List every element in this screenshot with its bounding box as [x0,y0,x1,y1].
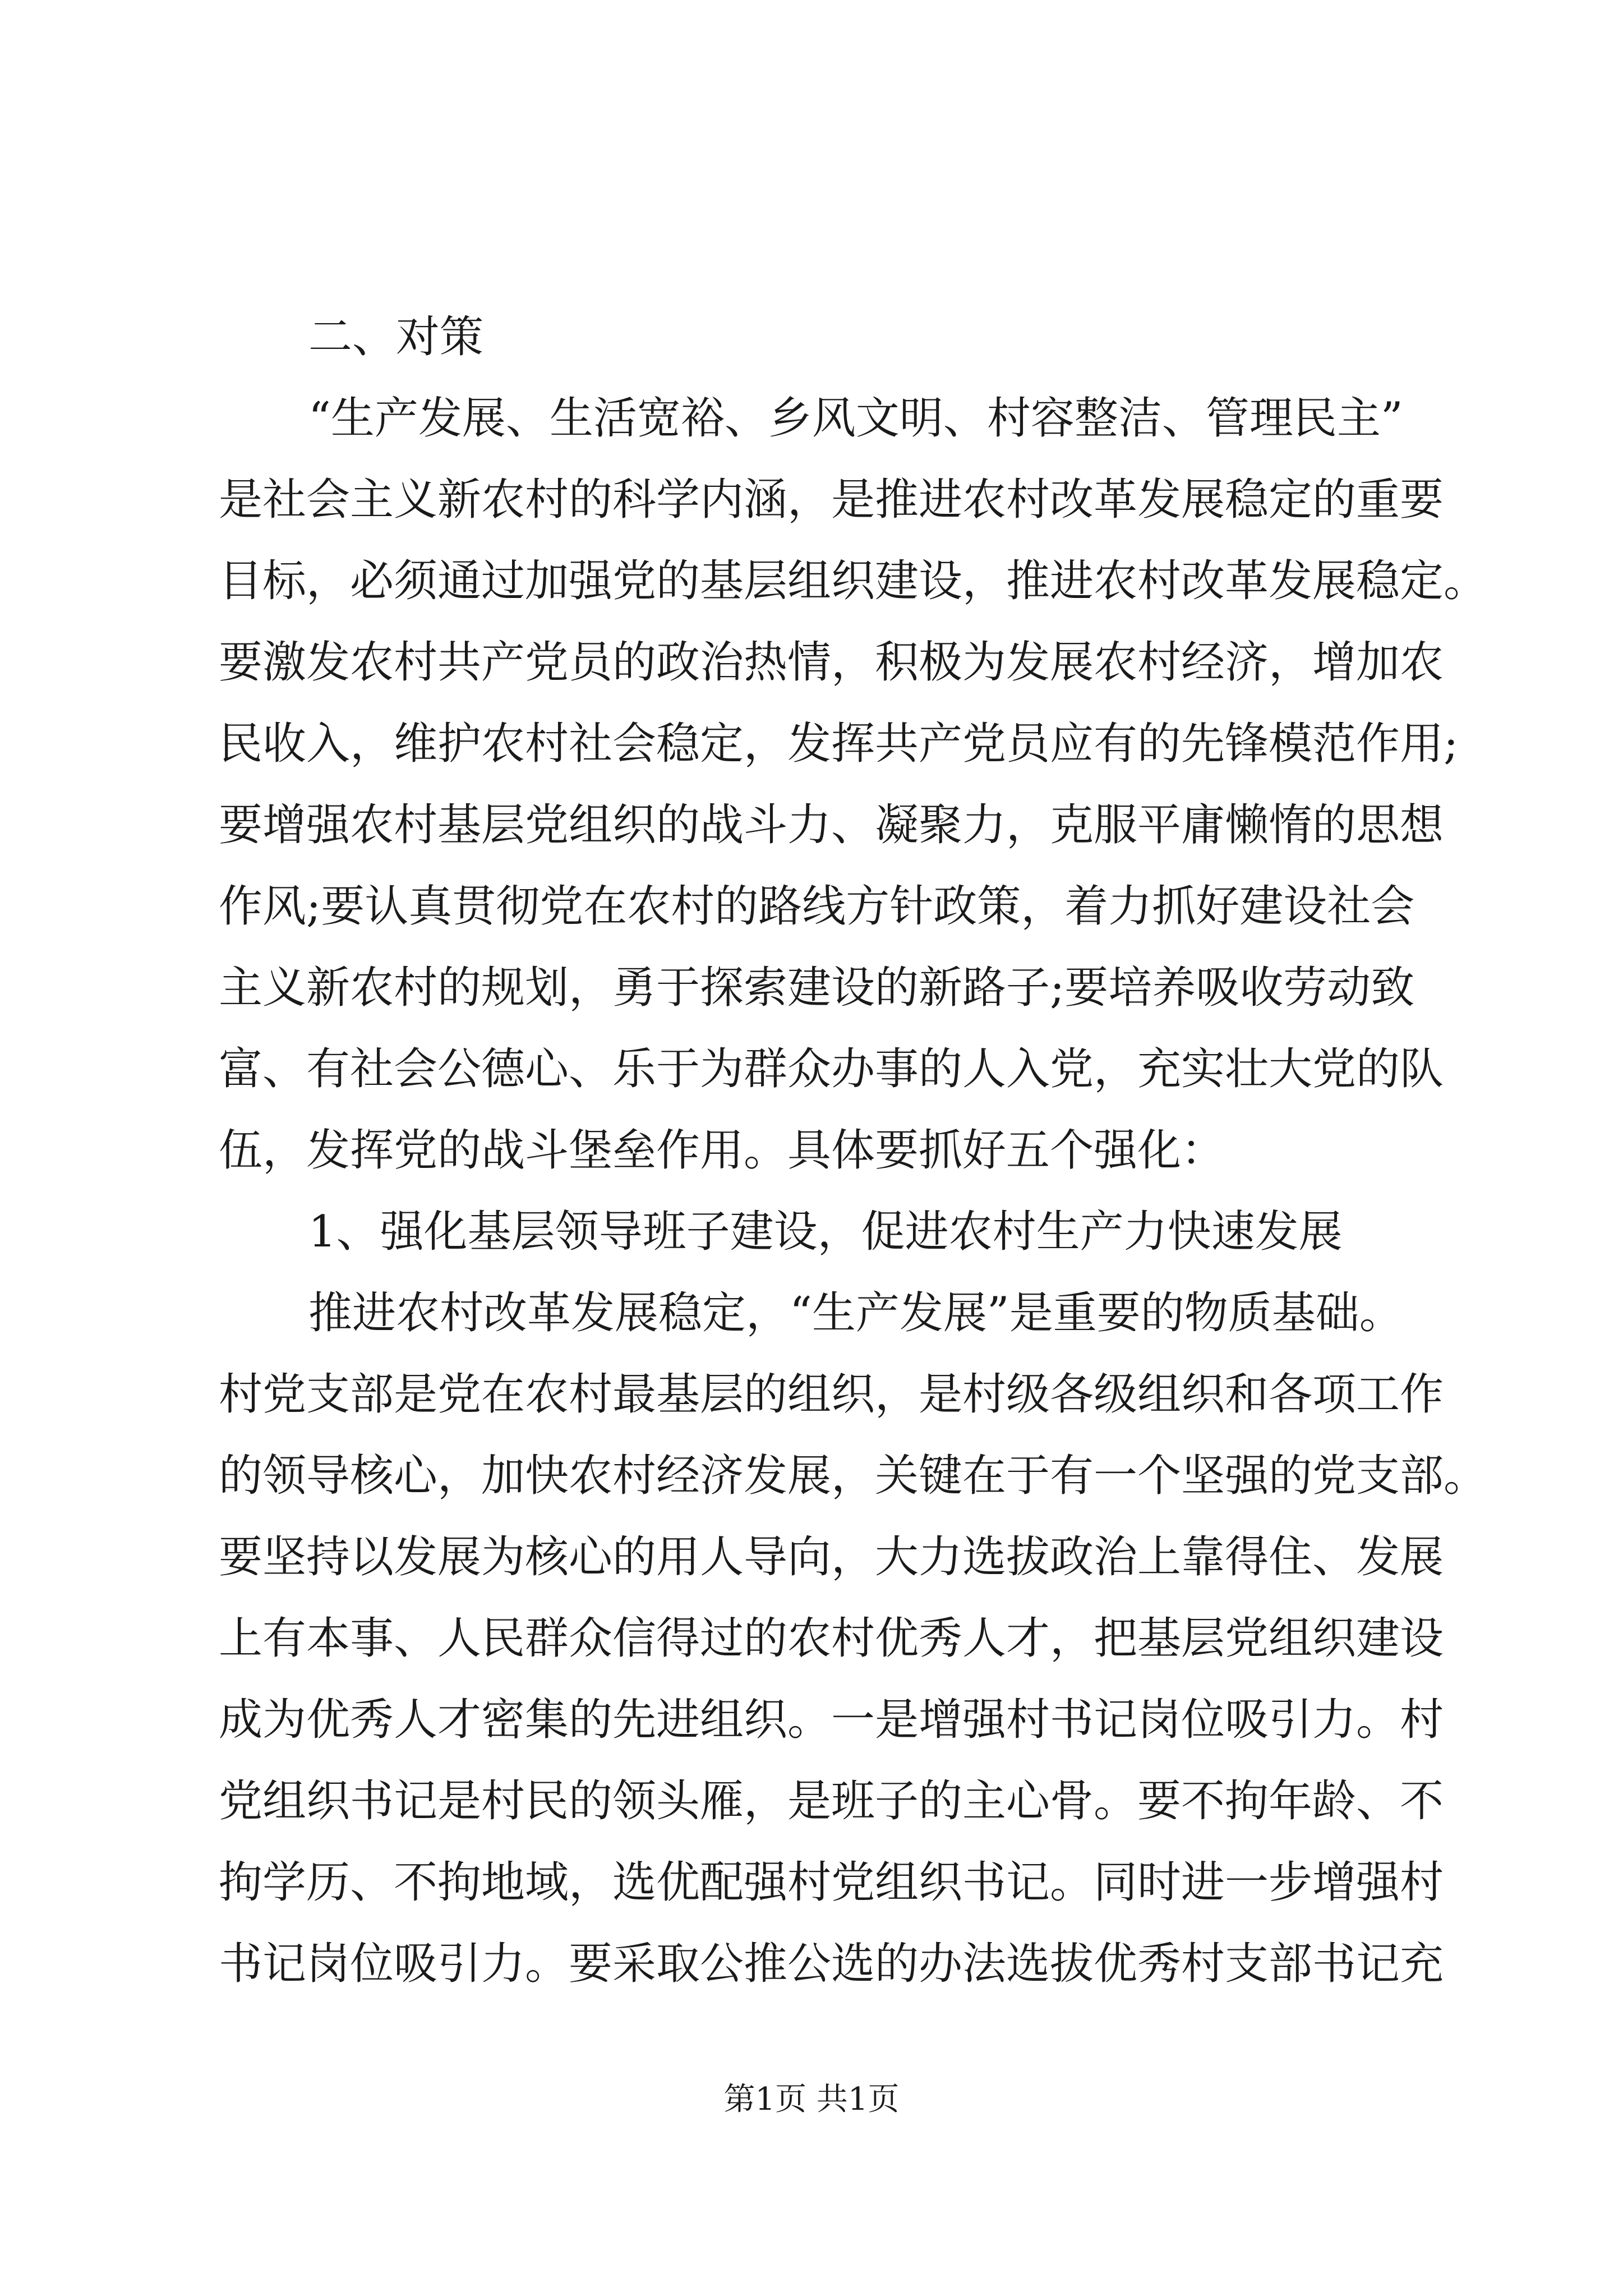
paragraph-1-line-8: 主义新农村的规划，勇于探索建设的新路子;要培养吸收劳动致 [219,963,1415,1013]
paragraph-2-line-8: 拘学历、不拘地域，选优配强村党组织书记。同时进一步增强村 [219,1857,1444,1908]
paragraph-1-line-4: 要激发农村共产党员的政治热情，积极为发展农村经济，增加农 [219,637,1444,688]
section-heading: 二、对策 [308,312,484,362]
paragraph-2-line-7: 党组织书记是村民的领头雁，是班子的主心骨。要不拘年龄、不 [219,1776,1444,1826]
paragraph-1-line-5: 民收入，维护农村社会稳定，发挥共产党员应有的先锋模范作用; [219,719,1459,769]
paragraph-1-line-10: 伍，发挥党的战斗堡垒作用。具体要抓好五个强化： [219,1125,1225,1176]
paragraph-2-line-2: 村党支部是党在农村最基层的组织，是村级各级组织和各项工作 [219,1369,1444,1420]
page-footer: 第1页 共1页 [723,2081,900,2118]
paragraph-1-line-7: 作风;要认真贯彻党在农村的路线方针政策，着力抓好建设社会 [219,881,1415,932]
paragraph-2-line-4: 要坚持以发展为核心的用人导向，大力选拔政治上靠得住、发展 [219,1532,1444,1582]
subheading: 1、强化基层领导班子建设，促进农村生产力快速发展 [308,1207,1343,1257]
paragraph-2-line-6: 成为优秀人才密集的先进组织。一是增强村书记岗位吸引力。村 [219,1695,1444,1745]
paragraph-2-line-3: 的领导核心，加快农村经济发展，关键在于有一个坚强的党支部。 [219,1451,1488,1501]
paragraph-2-line-5: 上有本事、人民群众信得过的农村优秀人才，把基层党组织建设 [219,1613,1444,1664]
paragraph-1-line-1: “生产发展、生活宽裕、乡风文明、村容整洁、管理民主” [308,393,1403,444]
paragraph-1-line-3: 目标，必须通过加强党的基层组织建设，推进农村改革发展稳定。 [219,556,1488,606]
paragraph-2-line-9: 书记岗位吸引力。要采取公推公选的办法选拔优秀村支部书记充 [219,1939,1444,1989]
paragraph-1-line-6: 要增强农村基层党组织的战斗力、凝聚力，克服平庸懒惰的思想 [219,800,1444,850]
paragraph-2-line-1: 推进农村改革发展稳定，“生产发展”是重要的物质基础。 [308,1288,1403,1338]
paragraph-1-line-2: 是社会主义新农村的科学内涵，是推进农村改革发展稳定的重要 [219,475,1444,525]
paragraph-1-line-9: 富、有社会公德心、乐于为群众办事的人入党，充实壮大党的队 [219,1044,1444,1094]
